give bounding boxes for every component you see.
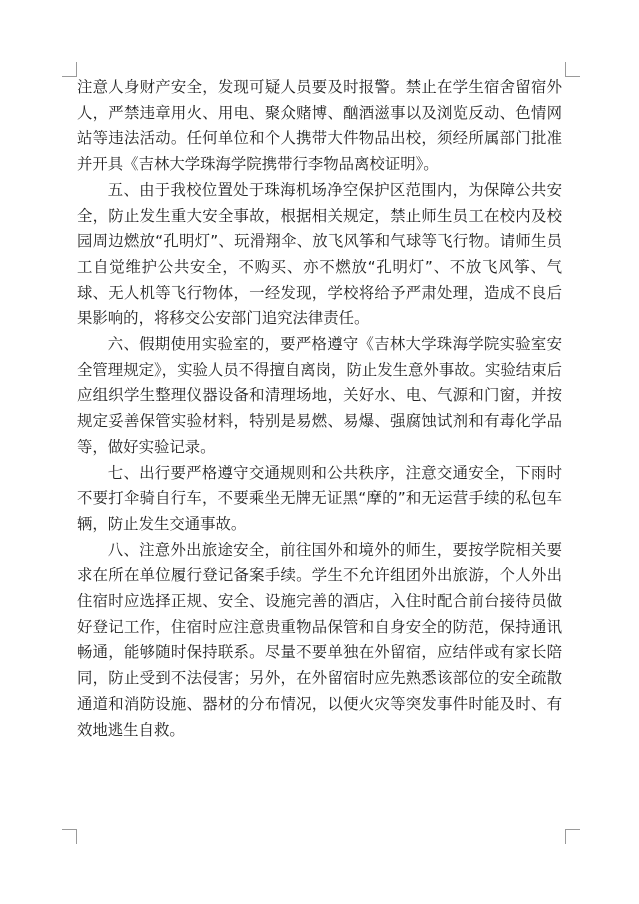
document-body xyxy=(77,75,562,743)
paragraph-continuation: 注意人身财产安全，发现可疑人员要及时报警。禁止在学生宿舍留宿外人，严禁违章用火、用电、聚众赌博、酗酒滋事以及浏览反动、色情网站等违法活动。任何单位和个人携带大件物品出校，须经所属部门批准并开具《吉林大学珠海学院携带行李物品离校证明》。 xyxy=(77,78,562,174)
crop-mark-top-left xyxy=(62,62,77,77)
paragraph-section-6: 六、假期使用实验室的，要严格遵守《吉林大学珠海学院实验室安全管理规定》，实验人员不得擅自离岗，防止发生意外事故。实验结束后应组织学生整理仪器设备和清理场地，关好水、电、气源和门窗，并按规定妥善保管实验材料，特别是易燃、易爆、强腐蚀试剂和有毒化学品等，做好实验记录。 xyxy=(77,335,562,456)
paragraph-section-7: 七、出行要严格遵守交通规则和公共秩序，注意交通安全，下雨时不要打伞骑自行车，不要乘坐无牌无证黑“摩的”和无运营手续的私包车辆，防止发生交通事故。 xyxy=(77,463,562,533)
crop-mark-bottom-left xyxy=(62,829,77,844)
paragraph-section-8: 八、注意外出旅途安全，前往国外和境外的师生，要按学院相关要求在所在单位履行登记备案手续。学生不允许组团外出旅游，个人外出住宿时应选择正规、安全、设施完善的酒店，入住时配合前台接待员做好登记工作，住宿时应注意贵重物品保管和自身安全的防范，保持通讯畅通，能够随时保持联系。尽量不要单独在外留宿，应结伴或有家长陪同，防止受到不法侵害；另外，在外留宿时应先熟悉该部位的安全疏散通道和消防设施、器材的分布情况，以便火灾等突发事件时能及时、有效地逃生自救。 xyxy=(77,540,562,739)
crop-mark-top-right xyxy=(565,62,580,77)
paragraph-section-5: 五、由于我校位置处于珠海机场净空保护区范围内，为保障公共安全，防止发生重大安全事故，根据相关规定，禁止师生员工在校内及校园周边燃放“孔明灯”、玩滑翔伞、放飞风筝和气球等飞行物。请师生员工自觉维护公共安全，不购买、亦不燃放“孔明灯”、不放飞风筝、气球、无人机等飞行物体，一经发现，学校将给予严肃处理，造成不良后果影响的，将移交公安部门追究法律责任。 xyxy=(77,180,562,328)
crop-mark-bottom-right xyxy=(565,829,580,844)
